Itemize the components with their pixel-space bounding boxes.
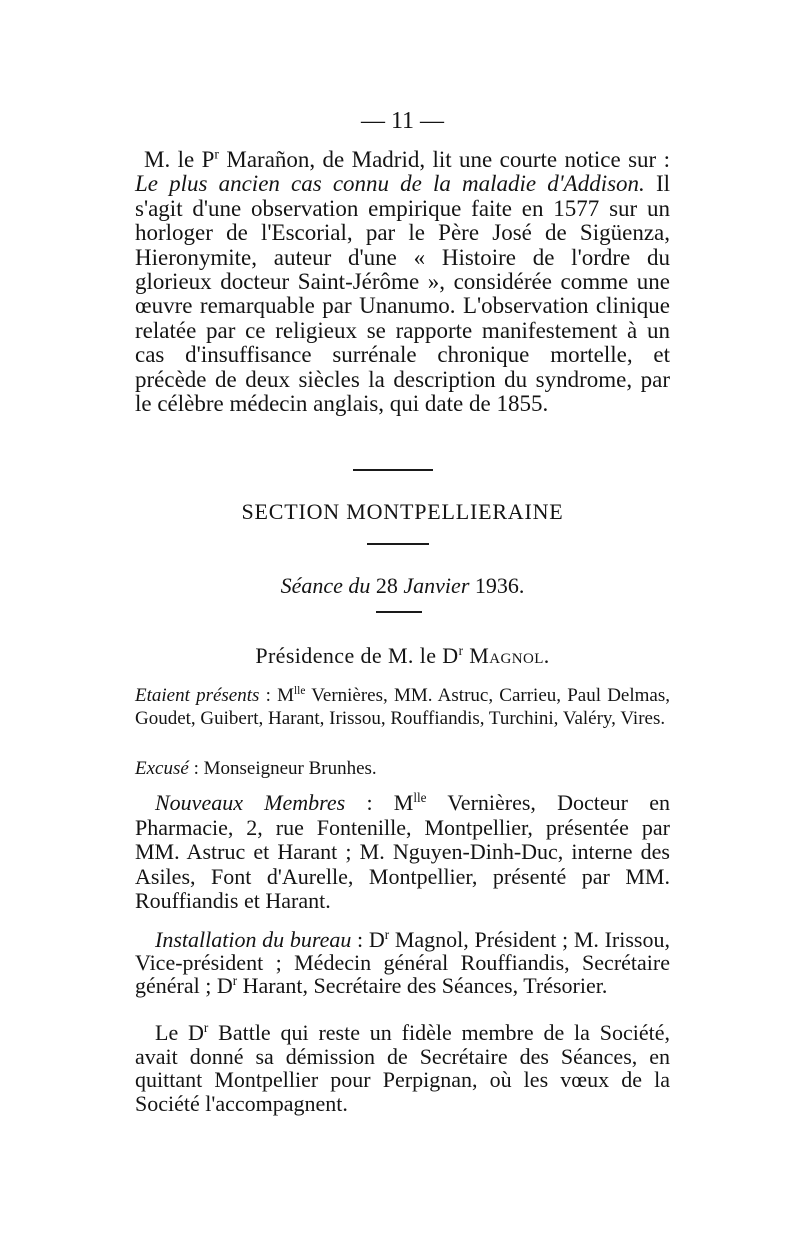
presents-paragraph [135,684,670,730]
battle-sup: r [203,1020,209,1036]
presents-sup: lle [294,685,306,698]
installation-sup-2: r [232,973,238,989]
battle-paragraph [135,1021,670,1115]
installation-sup-1: r [384,927,390,943]
seance-year: 1936. [469,573,525,598]
presents-text: Vernières, MM. Astruc, Carrieu, Paul Delmas, Goudet, Guibert, Harant, Irissou, Rouffiandis, Turchini, Valéry, Vires. [135,685,670,729]
presents-label: Etaient présents [135,685,260,706]
nouveaux-sup: lle [413,790,427,806]
section-title: SECTION MONTPELLIERAINE [241,499,564,524]
seance-month: Janvier [403,573,470,598]
notice-text-1: M. le P [144,147,215,172]
nouveaux-paragraph [135,791,670,914]
notice-paragraph [135,148,670,416]
installation-text-1: Magnol, Président ; M. Irissou, Vice-président ; Médecin général Rouffiandis, Secrétaire général ; D [135,927,670,999]
notice-sup: r [214,146,219,162]
battle-text-2: Battle qui reste un fidèle membre de la Société, avait donné sa démission de Secrétaire des Séances, en quittant Montpellier pour Perpignan, où les vœux de la Société l'accompagnent. [135,1020,670,1116]
presidence-sup: r [458,643,464,659]
excuse-label: Excusé [135,758,189,779]
divider-rule-1 [353,469,433,471]
divider-rule-2 [367,543,429,545]
excuse-paragraph [135,757,670,780]
nouveaux-colon: : M [345,790,414,815]
president-name: Magnol. [463,643,550,668]
installation-colon: : D [351,927,385,952]
installation-label: Installation du bureau [155,927,352,952]
seance-day: 28 [370,573,404,598]
divider-rule-3 [376,611,422,613]
presents-colon: : M [259,685,295,706]
notice-title: Le plus ancien cas connu de la maladie d'Addison. [135,171,645,197]
notice-text-3: Il s'agit d'une observation empirique faite en 1577 sur un horloger de l'Escorial, par le Père José de Sigüenza, Hieronymite, auteur d'une « Histoire de l'ordre du glorieux docteur Saint-Jérôme », considérée comme une œuvre remarquable par Unanumo. L'observation clinique relatée par ce religieux se rapporte manifestement à un cas d'insuffisance surrénale chronique mortelle, et précède de deux siècles la description du syndrome, par le célèbre médecin anglais, qui date de 1855. [135,171,670,417]
battle-text-1: Le D [155,1020,204,1045]
seance-label: Séance du [280,573,371,598]
notice-text-2: Marañon, de Madrid, lit une courte notice sur : [218,147,670,172]
installation-text-2: Harant, Secrétaire des Séances, Trésorier. [237,973,608,999]
nouveaux-label: Nouveaux Membres [155,790,346,815]
presidence-line [135,643,670,669]
installation-paragraph [135,928,670,998]
seance-line [135,573,670,599]
nouveaux-text: Vernières, Docteur en Pharmacie, 2, rue Fontenille, Montpellier, présentée par MM. Astruc et Harant ; M. Nguyen-Dinh-Duc, interne des Asiles, Font d'Aurelle, Montpellier, présenté par MM. Rouffiandis et Harant. [135,790,670,914]
excuse-text: : Monseigneur Brunhes. [188,758,377,779]
page-number: — 11 — [360,108,445,134]
presidence-text: Présidence de M. le D [255,643,459,668]
